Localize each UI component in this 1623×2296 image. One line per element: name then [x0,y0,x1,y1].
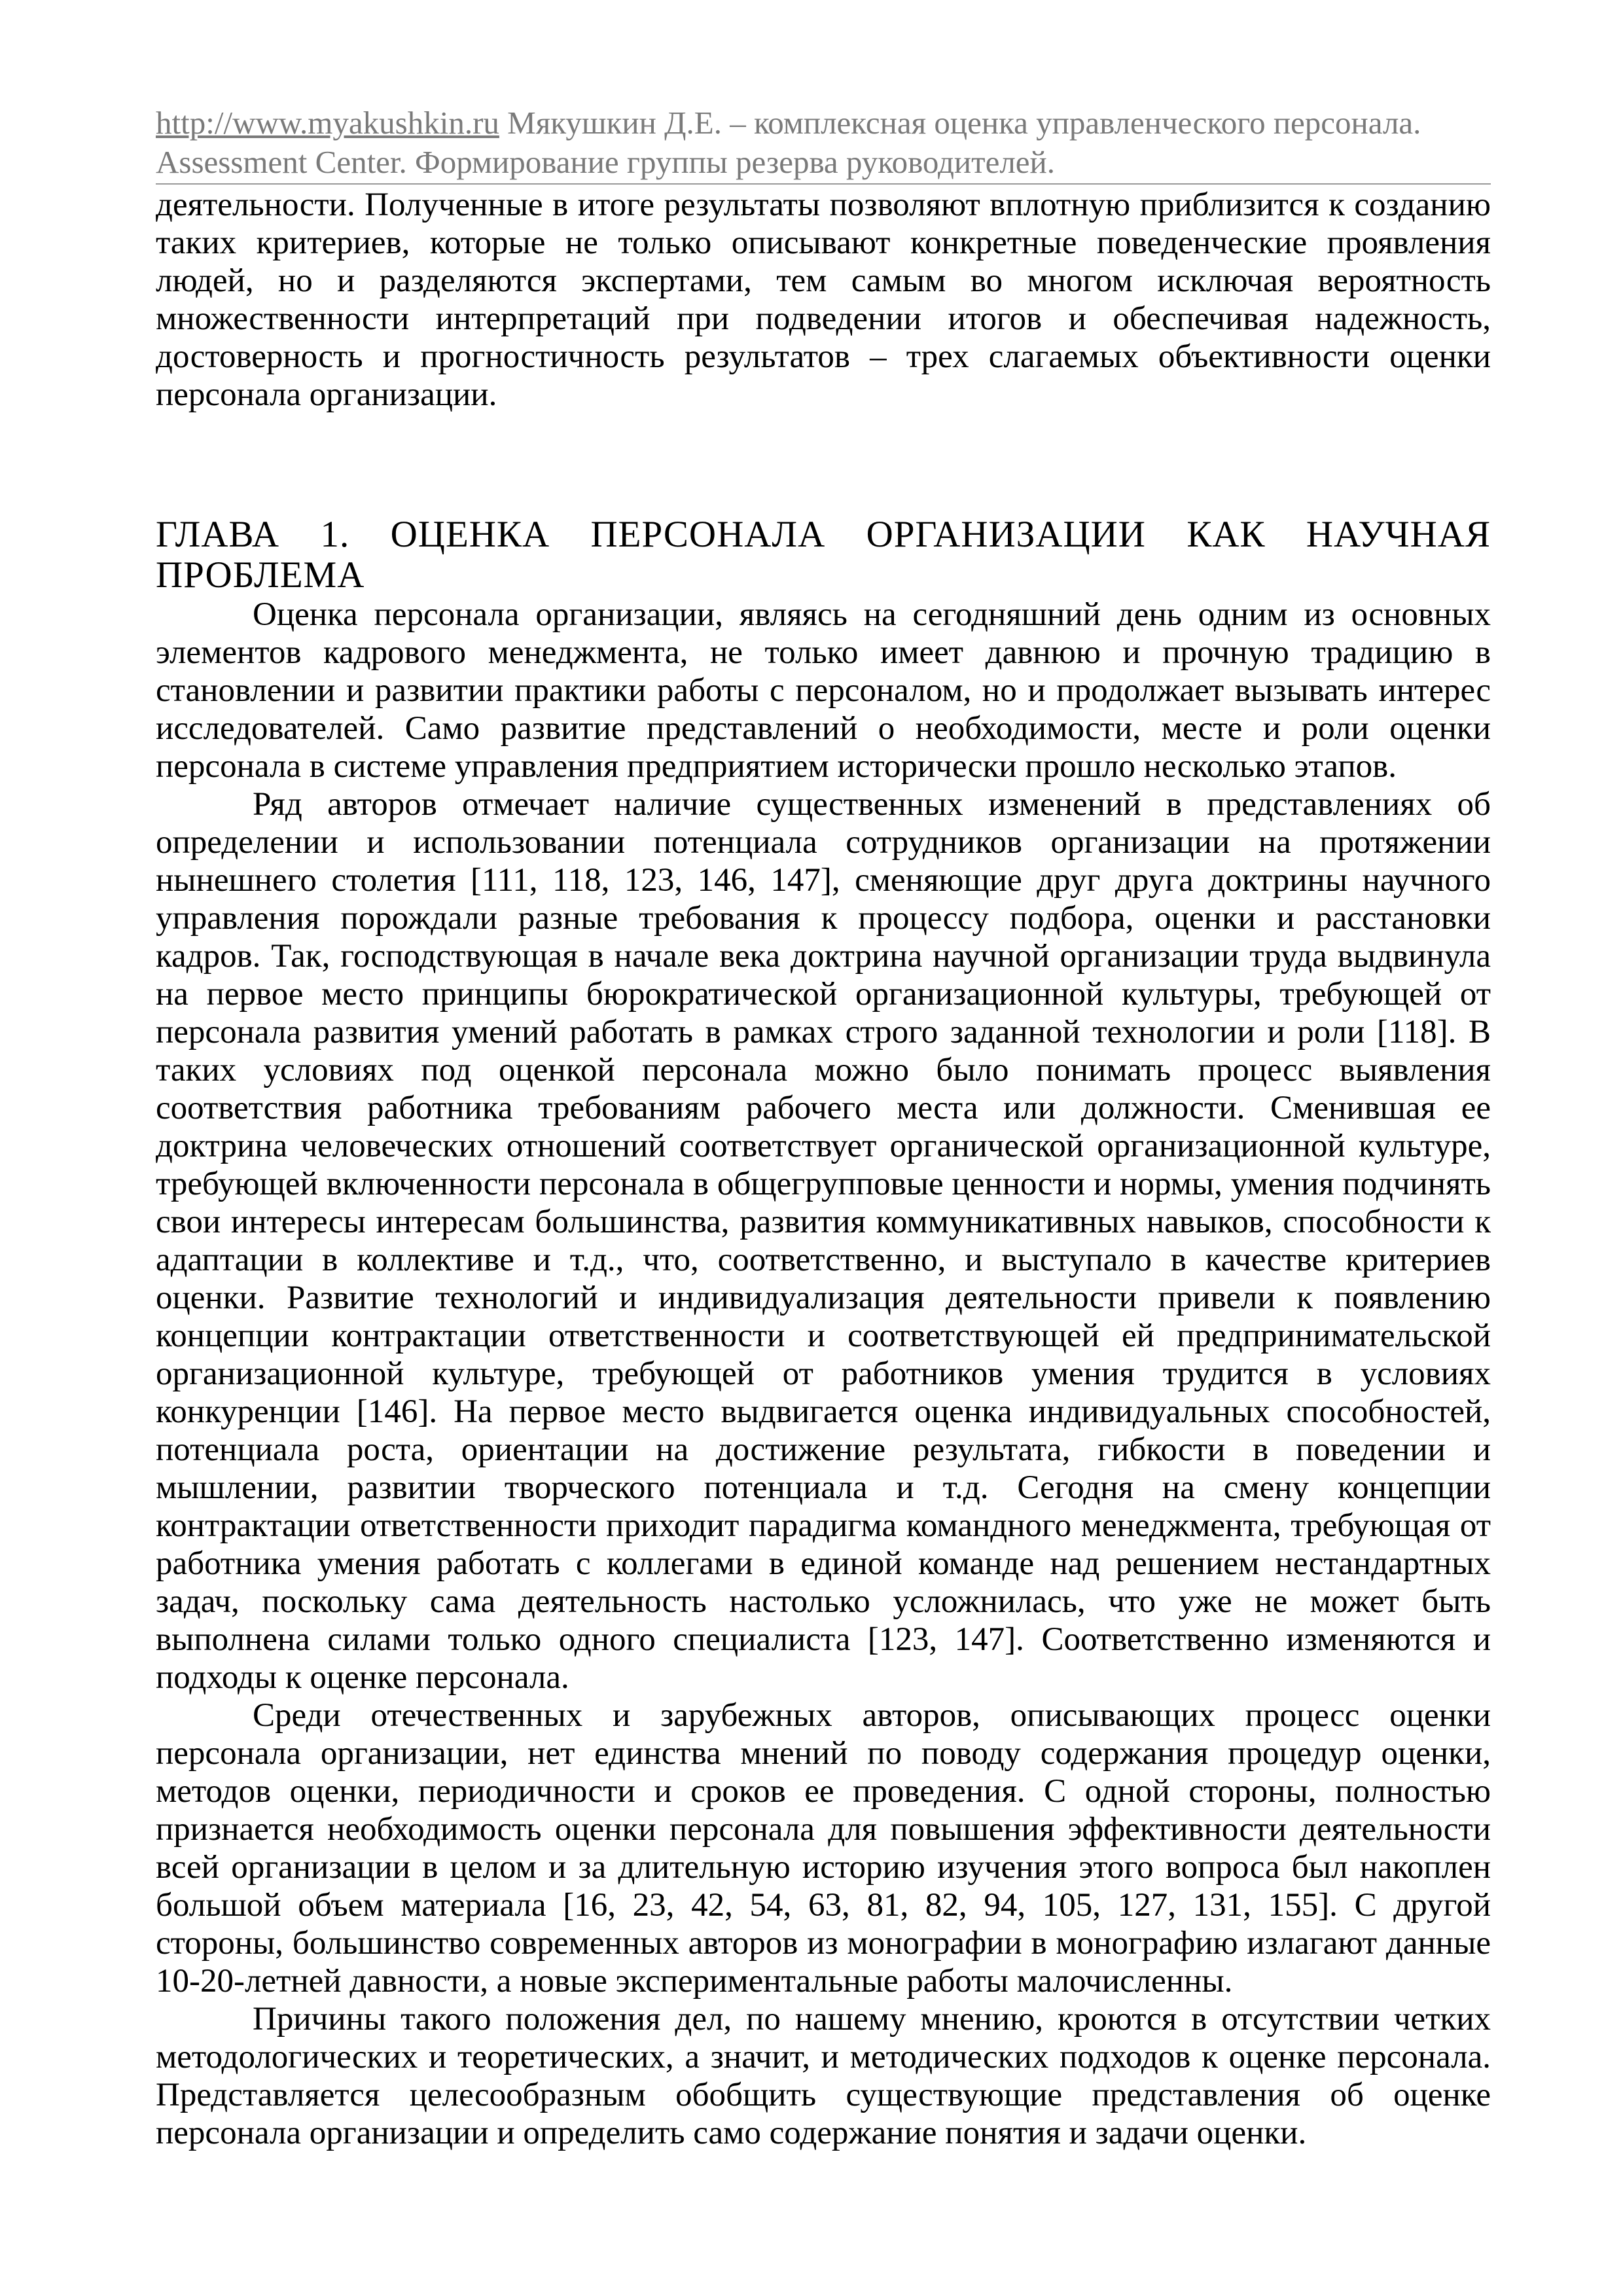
header-divider [156,183,1491,185]
chapter-title: ГЛАВА 1. ОЦЕНКА ПЕРСОНАЛА ОРГАНИЗАЦИИ КАК НАУЧНАЯ ПРОБЛЕМА [156,514,1491,596]
intro-paragraph: деятельности. Полученные в итоге результаты позволяют вплотную приблизится к созданию таких критериев, которые не только описывают конкретные поведенческие проявления людей, но и разделяются экспертами, тем самым во многом исключая вероятность множественности интерпретаций при подведении итогов и обеспечивая надежность, достоверность и прогностичность результатов – трех слагаемых объективности оценки персонала организации. [156,187,1491,413]
site-link[interactable]: http://www.myakushkin.ru [156,105,499,141]
body-paragraph-1: Оценка персонала организации, являясь на сегодняшний день одним из основных элементов кадрового менеджмента, не только имеет давнюю и прочную традицию в становлении и развитии практики работы с персоналом, но и продолжает вызывать интерес исследователей. Само развитие представлений о необходимости, месте и роли оценки персонала в системе управления предприятием исторически прошло несколько этапов. [156,596,1491,785]
document-page [156,0,1491,2296]
header-author-title: Мякушкин Д.Е. – комплексная оценка управленческого персонала. [499,105,1421,141]
body-paragraph-2: Ряд авторов отмечает наличие существенных изменений в представлениях об определении и использовании потенциала сотрудников организации на протяжении нынешнего столетия [111, 118, 123, 146, 147], сменяющие друг друга доктрины научного управления порождали разные требования к процессу подбора, оценки и расстановки кадров. Так, господствующая в начале века доктрина научной организации труда выдвинула на первое место принципы бюрократической организационной культуры, требующей от персонала развития умений работать в рамках строго заданной технологии и роли [118]. В таких условиях под оценкой персонала можно было понимать процесс выявления соответствия работника требованиям рабочего места или должности. Сменившая ее доктрина человеческих отношений соответствует органической организационной культуре, требующей включенности персонала в общегрупповые ценности и нормы, умения подчинять свои интересы интересам большинства, развития коммуникативных навыков, способности к адаптации в коллективе и т.д., что, соответственно, и выступало в качестве критериев оценки. Развитие технологий и индивидуализация деятельности привели к появлению концепции контрактации ответственности и соответствующей ей предпринимательской организационной культуре, требующей от работников умения трудится в условиях конкуренции [146]. На первое место выдвигается оценка индивидуальных способностей, потенциала роста, ориентации на достижение результата, гибкости в поведении и мышлении, развитии творческого потенциала и т.д. Сегодня на смену концепции контрактации ответственности приходит парадигма командного менеджмента, требующая от работника умения работать с коллегами в единой команде над решением нестандартных задач, поскольку сама деятельность настолько усложнилась, что уже не может быть выполнена силами только одного специалиста [123, 147]. Соответственно изменяются и подходы к оценке персонала. [156,786,1491,1696]
header-line-1 [156,103,1491,143]
running-header [156,103,1491,182]
document-body [156,186,1491,2152]
body-paragraph-3: Среди отечественных и зарубежных авторов, описывающих процесс оценки персонала организации, нет единства мнений по поводу содержания процедур оценки, методов оценки, периодичности и сроков ее проведения. С одной стороны, полностью признается необходимость оценки персонала для повышения эффективности деятельности всей организации в целом и за длительную историю изучения этого вопроса был накоплен большой объем материала [16, 23, 42, 54, 63, 81, 82, 94, 105, 127, 131, 155]. С другой стороны, большинство современных авторов из монографии в монографию излагают данные 10-20-летней давности, а новые экспериментальные работы малочисленны. [156,1697,1491,2000]
body-paragraph-4: Причины такого положения дел, по нашему мнению, кроются в отсутствии четких методологических и теоретических, а значит, и методических подходов к оценке персонала. Представляется целесообразным обобщить существующие представления об оценке персонала организации и определить само содержание понятия и задачи оценки. [156,2001,1491,2151]
header-line-2: Assessment Center. Формирование группы резерва руководителей. [156,144,1055,180]
